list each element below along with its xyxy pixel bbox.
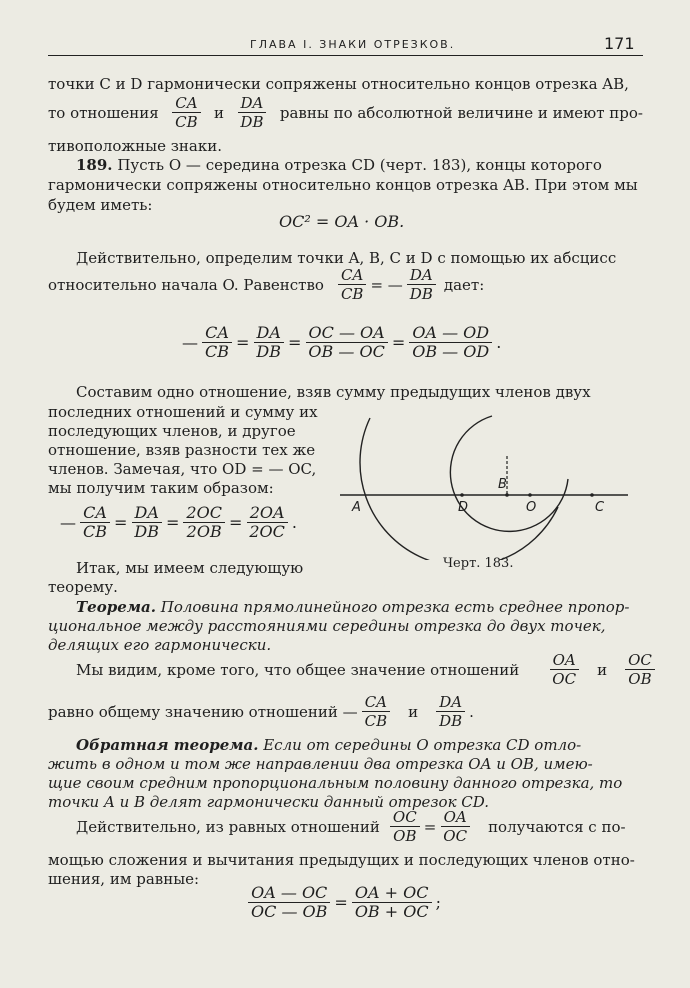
para2-line3: будем иметь: (48, 196, 153, 214)
figure-caption: Черт. 183. (443, 556, 514, 571)
theorem-line1: Теорема. Половина прямолинейного отрезка есть среднее пропор- (76, 598, 630, 616)
point-o (528, 493, 532, 497)
point-d (460, 493, 464, 497)
fraction: $\frac{OC}{OB}$ (390, 808, 420, 845)
para5-line2: теорему. (48, 578, 118, 596)
para1-line2: то отношения $\frac{CA}{CB}$ и $\frac{DA}{DB}$ равны по абсолютной величине и имеют про- (48, 94, 643, 131)
para4-line4: отношение, взяв разности тех же (48, 441, 316, 459)
fraction: $\frac{OA — OC}{OC — OB}$ (248, 884, 330, 921)
theorem-title: Теорема. (76, 598, 156, 616)
fraction: $\frac{DA}{DB}$ (131, 504, 162, 541)
fraction: $\frac{DA}{DB}$ (253, 324, 284, 361)
theorem-line3: делящих его гармонически. (48, 636, 272, 654)
equation-3: $\frac{OA — OC}{OC — OB}$ = $\frac{OA + OC}{OB + OC}$ ; (248, 884, 445, 921)
fraction: $\frac{OA — OD}{OB — OD}$ (409, 324, 492, 361)
fraction: $\frac{CA}{CB}$ (202, 324, 232, 361)
converse-line1: Обратная теорема. Если от середины O отрезка CD отло- (76, 736, 582, 754)
para5-line1: Итак, мы имеем следующую (76, 559, 304, 577)
equation-2: — $\frac{CA}{CB}$ = $\frac{DA}{DB}$ = $\frac{2OC}{2OB}$ = $\frac{2OA}{2OC}$ . (60, 503, 297, 541)
fraction: $\frac{2OC}{2OB}$ (183, 504, 225, 541)
fraction: $\frac{OC — OA}{OB — OC}$ (305, 324, 387, 361)
fraction: $\frac{OC}{OB}$ (625, 651, 655, 688)
small-circle-arc (450, 416, 568, 531)
fraction: $\frac{DA}{DB}$ (407, 266, 436, 303)
fraction: $\frac{2OA}{2OC}$ (246, 504, 288, 541)
para1-line1: точки C и D гармонически сопряжены относительно концов отрезка AB, (48, 75, 629, 93)
label-a: A (352, 500, 361, 515)
para2-line2: гармонически сопряжены относительно концов отрезка AB. При этом мы (48, 176, 638, 194)
label-o: O (526, 500, 537, 515)
para1-line3: тивоположные знаки. (48, 137, 223, 155)
point-b (505, 493, 509, 497)
header-rule (48, 55, 643, 56)
fraction: $\frac{CA}{CB}$ (338, 266, 367, 303)
large-circle-arc (360, 418, 558, 560)
fraction: $\frac{CA}{CB}$ (172, 94, 201, 131)
label-b: B (498, 477, 507, 492)
formula-oc-squared: OC² = OA · OB. (279, 212, 405, 231)
para7-line2: мощью сложения и вычитания предыдущих и последующих членов отно- (48, 851, 635, 869)
para4-line5: членов. Замечая, что OD = — OC, (48, 460, 317, 478)
equation-1: — $\frac{CA}{CB}$ = $\frac{DA}{DB}$ = $\frac{OC — OA}{OB — OC}$ = $\frac{OA — OD}{OB — OD}$ . (182, 323, 502, 361)
converse-title: Обратная теорема. (76, 736, 259, 754)
running-header: ГЛАВА I. ЗНАКИ ОТРЕЗКОВ. (250, 38, 456, 51)
para6-line1: Мы видим, кроме того, что общее значение отношений $\frac{OA}{OC}$ и $\frac{OC}{OB}$ (76, 651, 655, 688)
fraction: $\frac{OA}{OC}$ (440, 808, 470, 845)
fraction: $\frac{OA}{OC}$ (549, 651, 579, 688)
para4-line3: последующих членов, и другое (48, 422, 296, 440)
para3-line1: Действительно, определим точки A, B, C и D с помощью их абсцисс (76, 249, 617, 267)
fraction: $\frac{DA}{DB}$ (436, 693, 465, 730)
para7-line1: Действительно, из равных отношений $\frac{OC}{OB}$ = $\frac{OA}{OC}$ получаются с по- (76, 808, 626, 845)
para6-line2: равно общему значению отношений — $\frac{CA}{CB}$ и $\frac{DA}{DB}$ . (48, 693, 474, 730)
fraction: $\frac{DA}{DB}$ (237, 94, 266, 131)
label-d: D (458, 500, 469, 515)
point-c (590, 493, 594, 497)
figure-183 (340, 400, 640, 560)
fraction: $\frac{OA + OC}{OB + OC}$ (352, 884, 432, 921)
page-number: 171 (604, 34, 635, 53)
theorem-line2: циональное между расстояниями середины отрезка до двух точек, (48, 617, 606, 635)
para4-line1: Составим одно отношение, взяв сумму предыдущих членов двух (76, 383, 591, 401)
para7-line3: шения, им равные: (48, 870, 200, 888)
para2-line1: 189. Пусть O — середина отрезка CD (черт. 183), концы которого (76, 156, 602, 174)
converse-line2: жить в одном и том же направлении два отрезка OA и OB, имею- (48, 755, 593, 773)
para3-line2: относительно начала O. Равенство $\frac{CA}{CB}$ = — $\frac{DA}{DB}$ дает: (48, 266, 485, 303)
fraction: $\frac{CA}{CB}$ (80, 504, 110, 541)
para4-line6: мы получим таким образом: (48, 479, 274, 497)
para4-line2: последних отношений и сумму их (48, 403, 318, 421)
section-number: 189. (76, 156, 113, 174)
label-c: C (595, 500, 605, 515)
converse-line3: щие своим средним пропорциональным половину данного отрезка, то (48, 774, 623, 792)
fraction: $\frac{CA}{CB}$ (362, 693, 391, 730)
converse-line4: точки A и B делят гармонически данный отрезок CD. (48, 793, 490, 811)
